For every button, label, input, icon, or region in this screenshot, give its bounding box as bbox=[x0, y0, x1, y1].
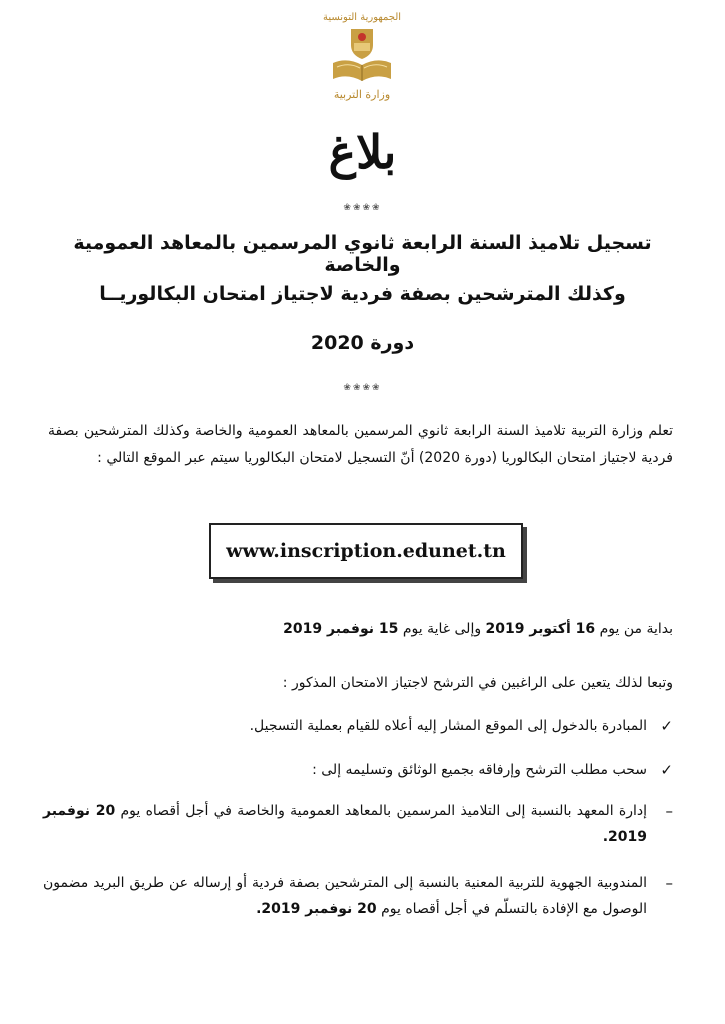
list-item-body: إدارة المعهد بالنسبة إلى التلاميذ المرسمين بالمعاهد العمومية والخاصة في أجل أقصاه يوم bbox=[115, 803, 647, 819]
checkmark-icon: ✓ bbox=[660, 761, 673, 779]
list-item-text: المبادرة بالدخول إلى الموقع المشار إليه أعلاه للقيام بعملية التسجيل. bbox=[249, 718, 647, 734]
ministry-label: وزارة التربية bbox=[333, 88, 391, 101]
list-item-text: سحب مطلب الترشح وإرفاقه بجميع الوثائق وتسليمه إلى : bbox=[312, 762, 647, 778]
dash-bullet-icon: – bbox=[665, 874, 673, 892]
start-date: 16 أكتوبر 2019 bbox=[485, 621, 596, 637]
announcement-heading: بلاغ bbox=[328, 125, 397, 179]
dash-bullet-icon: – bbox=[665, 802, 673, 820]
requirements-intro: وتبعا لذلك يتعين على الراغبين في الترشح لاجتياز الامتحان المذكور : bbox=[282, 675, 673, 691]
list-item-body: المندوبية الجهوية للتربية المعنية بالنسبة إلى المترشحين بصفة فردية أو إرساله عن طريق البريد مضمون الوصول مع الإفادة بالتسلّم في أجل أقصاه يوم bbox=[43, 875, 647, 917]
list-item-text bbox=[43, 798, 647, 850]
separator-ornament: ❀❀❀❀ bbox=[343, 203, 382, 213]
intro-paragraph: تعلم وزارة التربية تلاميذ السنة الرابعة ثانوي المرسمين بالمعاهد العمومية والخاصة وكذلك المترشحين بصفة فردية لاجتياز امتحان البكالوريا (دورة 2020) أنّ التسجيل لامتحان البكالوريا سيتم عبر الموقع التالي : bbox=[48, 423, 673, 466]
deadline-date: 20 نوفمبر 2019. bbox=[256, 901, 377, 917]
title-line-1: تسجيل تلاميذ السنة الرابعة ثانوي المرسمين بالمعاهد العمومية والخاصة bbox=[73, 232, 652, 276]
dates-prefix: بداية من يوم bbox=[595, 621, 673, 637]
list-item bbox=[43, 798, 673, 850]
end-date: 15 نوفمبر 2019 bbox=[283, 621, 399, 637]
separator-ornament: ❀❀❀❀ bbox=[343, 383, 382, 393]
ministry-emblem bbox=[312, 10, 412, 118]
deadline-date: 20 نوفمبر 2019. bbox=[43, 803, 647, 845]
dates-middle: وإلى غاية يوم bbox=[398, 621, 486, 637]
title-line-2: وكذلك المترشحين بصفة فردية لاجتياز امتحان البكالوريــا bbox=[99, 283, 626, 305]
checkmark-icon: ✓ bbox=[660, 717, 673, 735]
list-item-text bbox=[43, 870, 647, 922]
emblem-logo-icon bbox=[327, 25, 397, 87]
website-link[interactable]: www.inscription.edunet.tn bbox=[209, 523, 523, 579]
list-item bbox=[43, 870, 673, 922]
list-item bbox=[43, 757, 673, 783]
republic-label: الجمهورية التونسية bbox=[322, 12, 402, 23]
title-line-3: دورة 2020 bbox=[310, 332, 415, 354]
list-item bbox=[43, 713, 673, 739]
registration-dates bbox=[48, 621, 673, 637]
